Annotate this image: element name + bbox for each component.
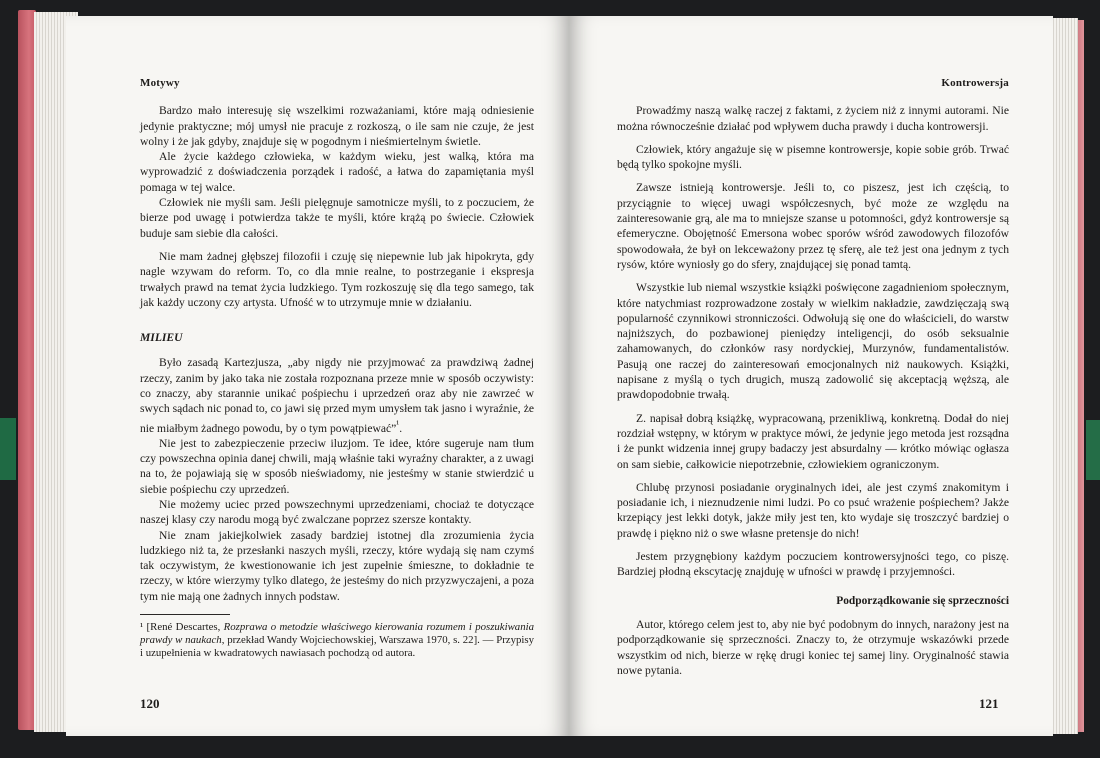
paragraph: Nie jest to zabezpieczenie przeciw iluzjom. Te idee, które sugeruje nam tłum czy powszechna opinia danej chwili, mają właśnie taki wyraźny charakter, a z uwagi na to, że pojawiają się w sposób nieświadomy, nie jesteśmy w stanie stwierdzić u siebie pośpiechu czy uprzedzeń. [140,436,534,496]
paragraph-end: . [399,421,403,435]
paragraph: Zawsze istnieją kontrowersje. Jeśli to, co piszesz, jest ich częścią, to przyciągnie to więcej uwagi współczesnych, być może ze względu na zainteresowanie grą, ale ma to mniejsze szanse u potomności, gdyż kontrowersje są efemeryczne. Obojętność Emersona wobec sporów wśród zawodowych filozofów spowodowała, że był on lekceważony przez tę sferę, ale też jest ona jednym z tych rysów, które wyniosły go do sfery, znajdującej się ponad tamtą. [617,181,1009,271]
paragraph: Wszystkie lub niemal wszystkie książki poświęcone zagadnieniom społecznym, które natychmiast rozprowadzone zostały w wielkim nakładzie, zawdzięczają swą popularność czynnikowi stronniczości. Odwołują się one do właścicieli, do warstw najniższych, do pozbawionej pieniędzy inteligencji, do osób seksualnie zahamowanych, do członków rasy nordyckiej, Murzynów, fundamentalistów. Pasują one raczej do zainteresowań emocjonalnych niż naukowych. Książki, napisane z myślą o tych drugich, muszą zadowolić się akceptacją węższą, ale prawdopodobnie trwałą. [617,281,1009,402]
page-number-right: 121 [979,696,999,711]
paragraph: Nie mam żadnej głębszej filozofii i czuję się niepewnie lub jak hipokryta, gdy nagle wzywam do reform. To, co dla mnie realne, to postrzeganie i ekspresja trwałych prawd na temat życia ludzkiego. Tym rozkoszuję się dla tego samego, tak jak każdy uczony czy artysta. Ufność w to utrzymuje mnie w działaniu. [140,249,534,309]
paragraph: Bardzo mało interesuję się wszelkimi rozważaniami, które mają odniesienie jedynie praktyczne; mój umysł nie pracuje z rozkoszą, o ile sam nie czuje, że jest wolny i że jak gdyby, znajduje się w pogodnym i nieśmiertelnym świetle. [140,104,534,148]
paragraph-text: Było zasadą Kartezjusza, „aby nigdy nie przyjmować za prawdziwą żadnej rzeczy, zanim by jako taka nie została rozpoznana przeze mnie w sposób oczywisty: co znaczy, aby starannie unikać pośpiechu i uprzedzeń oraz aby nie zawrzeć w swych sądach nic ponad to, co jawi się przed mym umysłem tak jasno i wyraźnie, że nie miałbym żadnego powodu, by o tym powątpiewać” [140,356,534,435]
right-page [569,16,1053,736]
footnote-text: ¹ [René Descartes, [140,621,224,634]
bookmark-ribbon-left [0,418,16,480]
paragraph: Prowadźmy naszą walkę raczej z faktami, z życiem niż z innymi autorami. Nie można równocześnie działać pod wpływem ducha prawdy i ducha kontrowersji. [617,104,1009,133]
page-number-left: 120 [140,696,160,711]
paragraph: Chlubę przynosi posiadanie oryginalnych idei, ale jest czymś znakomitym i posiadanie ich, i nieznudzenie nimi ludzi. Po co psuć wrażenie pośpiechem? Jakże krzepiący jest lekki dotyk, jakże miły jest ten, kto wydaje się troszczyć bardziej o prawdę i piękno niż o swe własne pretensje do nich! [617,480,1009,540]
bookmark-ribbon-right [1086,420,1100,480]
paragraph: Autor, którego celem jest to, aby nie być podobnym do innych, narażony jest na podporządkowanie się sprzeczności. Znaczy to, że otrzymuje wskazówki przede wszystkim od nich, bierze w rękę drugi koniec tej samej liny. Oryginalność stawia nowe pytania. [617,617,1009,677]
running-head-left: Motywy [140,77,180,89]
running-head-right: Kontrowersja [941,77,1009,89]
footnote-book-title: Rozprawa o metodzie właściwego kierowania rozumem i poszukiwania prawdy w naukach [140,621,534,647]
paragraph: Nie możemy uciec przed powszechnymi uprzedzeniami, chociaż te dotyczące naszej klasy czy narodu mogą być zwalczane poprzez szersze kontakty. [140,497,534,527]
paragraph [140,355,534,435]
paragraph: Człowiek nie myśli sam. Jeśli pielęgnuje samotnicze myśli, to z poczuciem, że bierze pod uwagę i potwierdza także te myśli, które krążą po świecie. Człowiek buduje sam siebie dla całości. [140,196,534,240]
paragraph: Ale życie każdego człowieka, w każdym wieku, jest walką, która ma wyprowadzić z doświadczenia porządek i radość, a łatwa do zapamiętania myśl pomaga w tej walce. [140,150,534,194]
footnote-ref: ¹ [396,418,400,430]
paragraph: Człowiek, który angażuje się w pisemne kontrowersje, kopie sobie grób. Trwać będą tylko spokojne myśli. [617,142,1009,172]
left-page [66,16,569,736]
footnote [140,621,534,661]
section-title-milieu: MILIEU [140,331,183,345]
footnote-rule [140,614,230,615]
paragraph: Z. napisał dobrą książkę, wypracowaną, przenikliwą, konkretną. Dodał do niej rozdział wstępny, w którym w praktyce mówi, że jedynie jego metoda jest rozsądna i że punkt widzenia innej grupy badaczy jest absurdalny — krótko mówiąc ogłasza on sam siebie, całkowicie niepotrzebnie, człowiekiem ograniczonym. [617,411,1009,471]
paragraph: Nie znam jakiejkolwiek zasady bardziej istotnej dla zrozumienia życia ludzkiego niż ta, że przesłanki naszych myśli, rzeczy, które wydają się nam czymś tak oczywistym, że kwestionowanie ich jest zupełnie śmieszne, to dokładnie te rzeczy, w które wierzymy tylko dlatego, że jesteśmy do nich przyzwyczajeni, a poza tym nie mają one żadnych innych podstaw. [140,528,534,603]
footnote-text: , przekład Wandy Wojciechowskiej, Warszawa 1970, s. 22]. — Przypisy i uzupełnienia w kwadratowych nawiasach pochodzą od autora. [140,634,534,660]
subheading: Podporządkowanie się sprzeczności [836,594,1009,607]
paragraph: Jestem przygnębiony każdym poczuciem kontrowersyjności tego, co piszę. Bardziej płodną ekscytację znajduję w ufności w prawdę i przyjemności. [617,550,1009,579]
left-text-column [140,76,534,661]
right-text-column [617,76,1009,678]
